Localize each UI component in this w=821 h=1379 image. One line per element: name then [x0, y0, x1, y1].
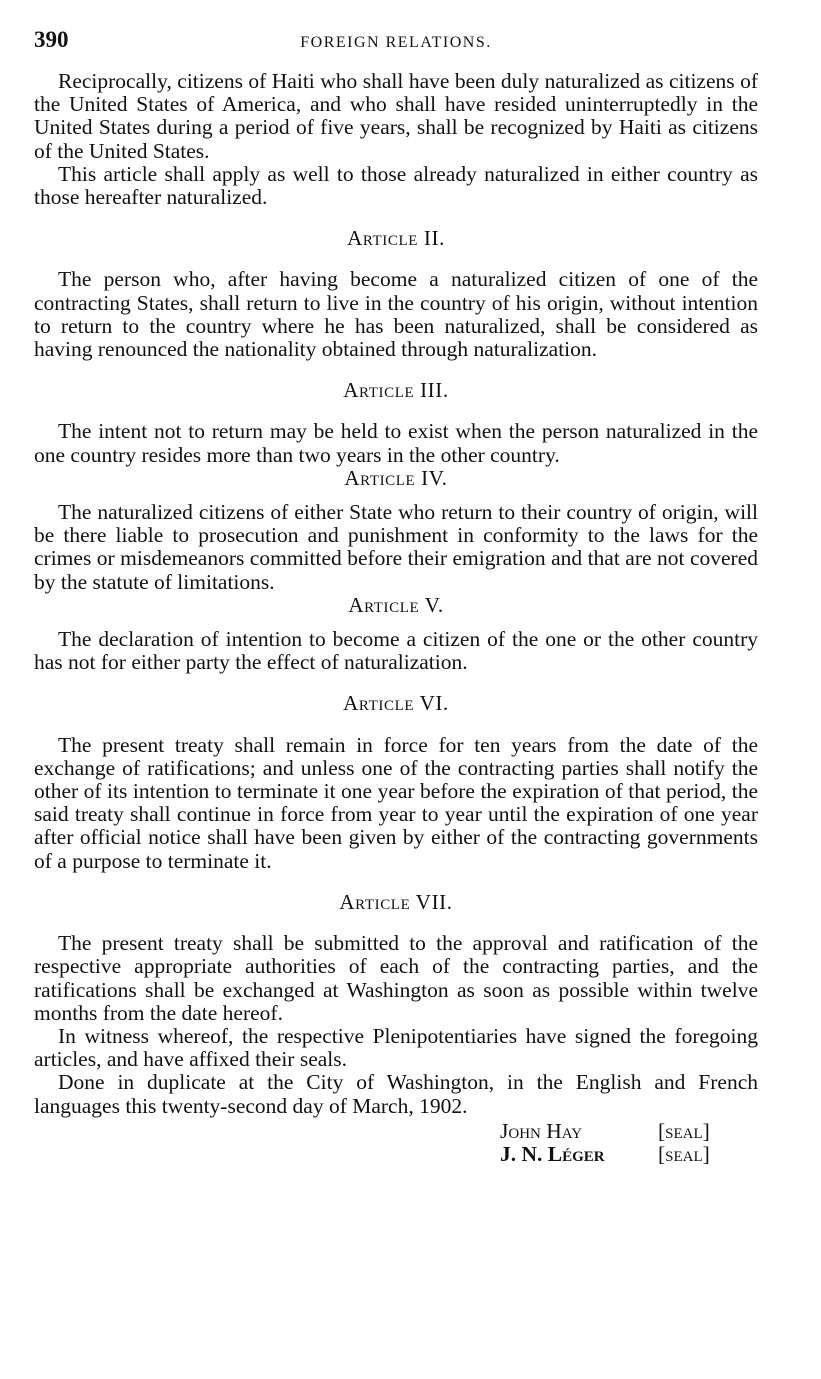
paragraph-in-witness: In witness whereof, the respective Plenipotentiaries have signed the foregoing articles, and have affixed their seals. [34, 1023, 758, 1072]
paragraph-return-to-origin: The person who, after having become a naturalized citizen of one of the contracting States, shall return to live in the country of his origin, without intention to return to the country where he has been naturalized, shall be considered as having renounced the nationality obtained through naturalization. [34, 267, 758, 362]
signatory-name: John Hay [500, 1118, 583, 1143]
article-heading-3: Article III. [343, 378, 449, 403]
signature-block [500, 1120, 758, 1167]
seal-mark: [seal] [658, 1118, 710, 1143]
seal-mark: [seal] [658, 1142, 710, 1167]
article-heading-2: Article II. [347, 226, 445, 251]
running-head [34, 24, 758, 56]
article-heading-7: Article VII. [339, 889, 453, 914]
paragraph-reciprocal-naturalization: Reciprocally, citizens of Haiti who shall have been duly naturalized as citizens of the United States of America, and who shall have resided uninterruptedly in the United States during a period of five years, shall be recognized by Haiti as citizens of the United States. [34, 69, 758, 163]
article-heading-6: Article VI. [343, 691, 449, 716]
signatory-name: J. N. Léger [500, 1142, 605, 1167]
article-heading-4: Article IV. [344, 465, 448, 490]
paragraph-intent-not-to-return: The intent not to return may be held to exist when the person naturalized in the one country resides more than two years in the other country. [34, 419, 758, 467]
signature-row [500, 1143, 758, 1167]
page-number: 390 [34, 27, 69, 52]
paragraph-liability-prosecution: The naturalized citizens of either State who return to their country of origin, will be there liable to prosecution and punishment in conformity to the laws for the crimes or misdemeanors committed before their emigration and that are not covered by the statute of limitations. [34, 500, 758, 594]
paragraph-declaration-of-intention: The declaration of intention to become a citizen of the one or the other country has not for either party the effect of naturalization. [34, 627, 758, 675]
paragraph-treaty-duration: The present treaty shall remain in force for ten years from the date of the exchange of ratifications; and unless one of the contracting parties shall notify the other of its intention to terminate it one year before the expiration of that period, the said treaty shall continue in force from year to year until the expiration of one year after official notice shall have been given by either of the contracting governments of a purpose to terminate it. [34, 732, 758, 873]
signature-row [500, 1120, 758, 1144]
paragraph-ratification: The present treaty shall be submitted to the approval and ratification of the respective appropriate authorities of each of the contracting parties, and the ratifications shall be exchanged at Washington as soon as possible within twelve months from the date hereof. [34, 931, 758, 1025]
paragraph-done-in-duplicate: Done in duplicate at the City of Washington, in the English and French languages this twenty-second day of March, 1902. [34, 1070, 758, 1118]
running-head-title: FOREIGN RELATIONS. [300, 34, 492, 51]
paragraph-article-application: This article shall apply as well to those already naturalized in either country as those hereafter naturalized. [34, 161, 758, 210]
article-heading-5: Article V. [348, 592, 444, 617]
document-page [34, 24, 758, 1167]
